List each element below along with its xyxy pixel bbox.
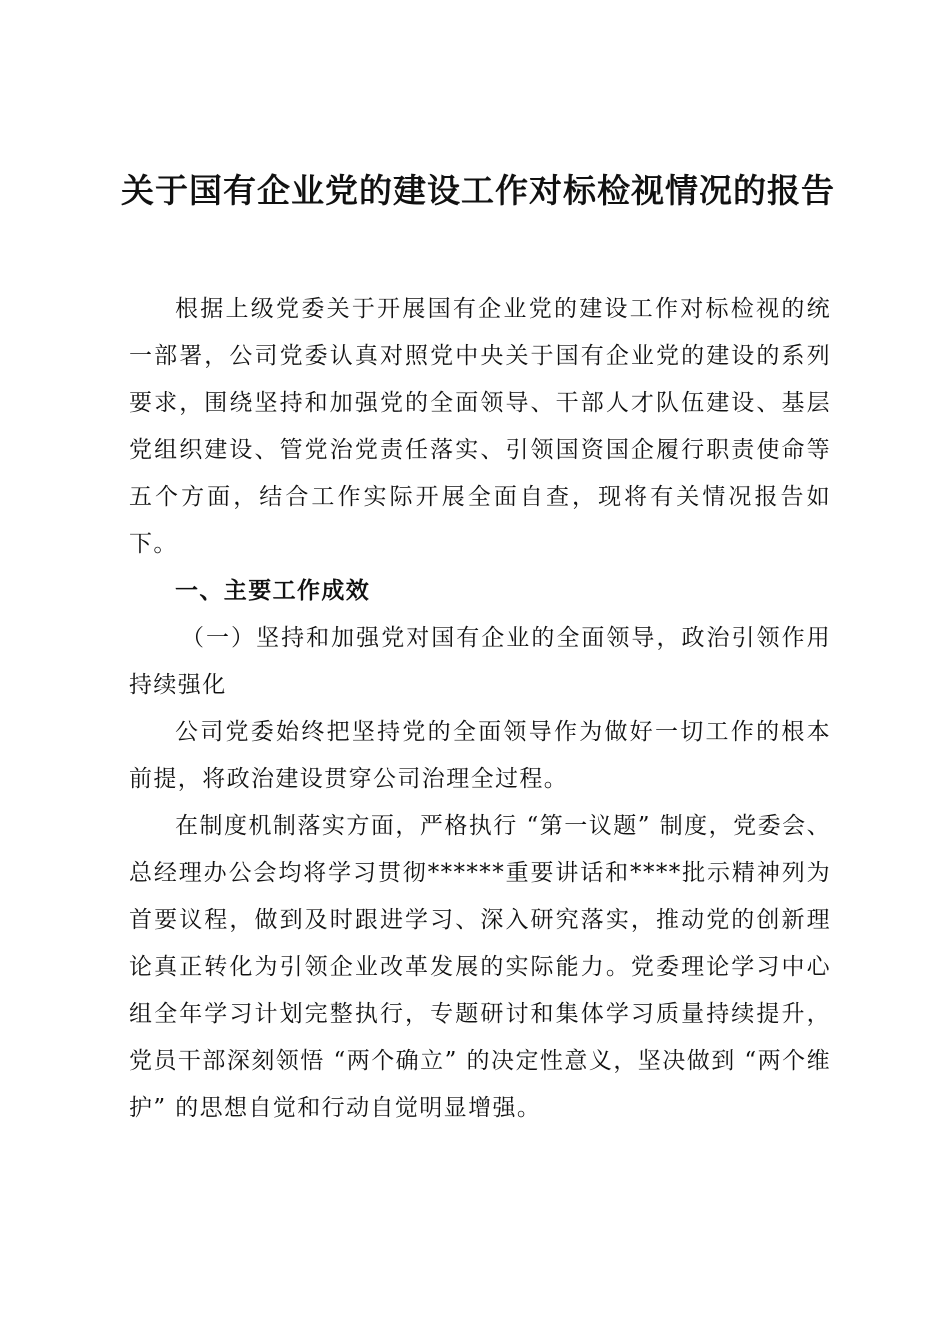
body-paragraph: 在制度机制落实方面，严格执行 “第一议题” 制度，党委会、总经理办公会均将学习贯彻******重要讲话和****批示精神列为首要议程，做到及时跟进学习、深入研究落实，推动党的创新理论真正转化为引领企业改革发展的实际能力。党委理论学习中心组全年学习计划完整执行，专题研讨和集体学习质量持续提升，党员干部深刻领悟 “两个确立” 的决定性意义，坚决做到 “两个维护” 的思想自觉和行动自觉明显增强。 bbox=[129, 813, 831, 1121]
subsection-heading: （一）坚持和加强党对国有企业的全面领导，政治引领作用持续强化 bbox=[129, 625, 831, 698]
section-heading: 一、主要工作成效 bbox=[175, 578, 371, 604]
document-body bbox=[129, 286, 831, 1132]
intro-paragraph: 根据上级党委关于开展国有企业党的建设工作对标检视的统一部署，公司党委认真对照党中央关于国有企业党的建设的系列要求，围绕坚持和加强党的全面领导、干部人才队伍建设、基层党组织建设、管党治党责任落实、引领国资国企履行职责使命等五个方面，结合工作实际开展全面自查，现将有关情况报告如下。 bbox=[129, 296, 831, 557]
document-title: 关于国有企业党的建设工作对标检视情况的报告 bbox=[121, 171, 835, 210]
body-paragraph: 公司党委始终把坚持党的全面领导作为做好一切工作的根本前提，将政治建设贯穿公司治理全过程。 bbox=[129, 719, 831, 792]
